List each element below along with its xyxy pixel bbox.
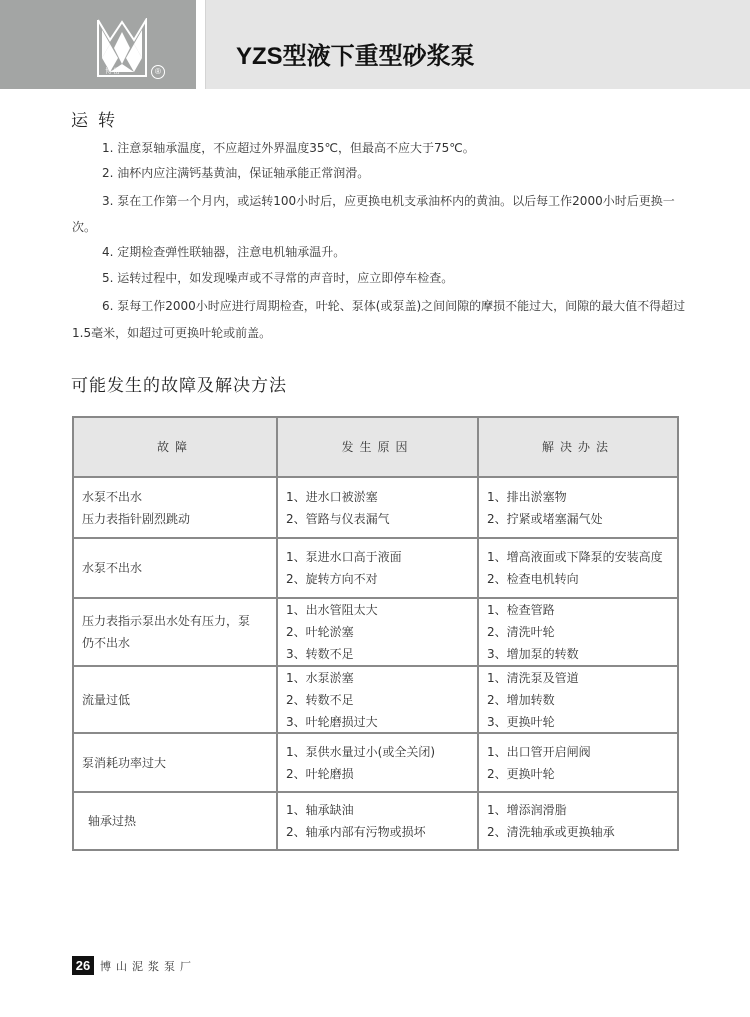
solution-cell [477,599,677,665]
troubleshooting-section-title: 可能发生的故障及解决方法 [71,376,287,396]
operation-item-1: 1. 注意泵轴承温度，不应超过外界温度35℃，但最高不应大于75℃。 [102,141,475,155]
solution-line: 3、更换叶轮 [487,714,555,729]
solution-line: 2、更换叶轮 [487,766,555,781]
cause-cell [276,667,477,732]
fault-cell [74,599,276,665]
fault-line: 流量过低 [82,692,131,707]
table-row [74,597,677,665]
fault-line: 仍不出水 [82,636,131,650]
header-solution: 解决办法 [477,418,677,476]
table-row [74,665,677,732]
company-name: 博山泥浆泵厂 [100,959,196,973]
solution-line: 1、增添润滑脂 [487,803,567,817]
fault-cell [74,539,276,597]
operation-item-2: 2. 油杯内应注满钙基黄油，保证轴承能正常润滑。 [102,166,370,180]
table-header-row [74,418,677,476]
table-row [74,791,677,849]
cause-line: 1、轴承缺油 [286,803,354,817]
cause-cell [276,539,477,597]
cause-line: 3、转数不足 [286,647,354,661]
solution-line: 2、增加转数 [487,692,555,707]
troubleshooting-table [72,416,679,851]
cause-line: 2、转数不足 [286,692,354,707]
header-cause: 发生原因 [276,418,477,476]
solution-line: 1、排出淤塞物 [487,489,567,504]
fault-cell [74,734,276,791]
fault-line: 水泵不出水 [82,489,143,504]
fault-cell [74,793,276,849]
cause-cell [276,734,477,791]
cause-cell [276,793,477,849]
solution-line: 1、增高液面或下降泵的安装高度 [487,550,663,564]
solution-cell [477,793,677,849]
fault-line: 压力表指针剧烈跳动 [82,511,191,526]
fault-cell [74,667,276,732]
operation-item-6: 6. 泵每工作2000小时应进行周期检查，叶轮、泵体(或泵盖)之间间隙的摩损不能过大，间隙的最大值不得超过1.5毫米，如超过可更换叶轮或前盖。 [72,299,686,340]
cause-line: 1、泵供水量过小(或全关闭) [286,744,435,759]
cause-line: 2、叶轮磨损 [286,766,354,781]
logo-text: 博岳 [105,67,121,75]
table-row [74,476,677,537]
operation-item-4: 4. 定期检查弹性联轴器，注意电机轴承温升。 [102,245,346,259]
operation-item-3: 3. 泵在工作第一个月内，或运转100小时后，应更换电机支承油杯内的黄油。以后每工作2000小时后更换一次。 [72,194,675,234]
cause-line: 2、叶轮淤塞 [286,625,354,639]
cause-cell [276,599,477,665]
solution-line: 2、拧紧或堵塞漏气处 [487,511,603,526]
operation-section-title: 运转 [71,111,125,131]
fault-line: 轴承过热 [88,814,137,828]
solution-line: 3、增加泵的转数 [487,647,579,661]
solution-cell [477,539,677,597]
solution-line: 1、检查管路 [487,603,555,617]
fault-cell [74,478,276,537]
solution-line: 1、清洗泵及管道 [487,670,579,685]
fault-line: 水泵不出水 [82,561,143,575]
cause-cell [276,478,477,537]
cause-line: 1、水泵淤塞 [286,670,354,685]
cause-line: 2、旋转方向不对 [286,572,378,586]
page-title: YZS型液下重型砂浆泵 [236,43,475,70]
operation-item-5: 5. 运转过程中，如发现噪声或不寻常的声音时，应立即停车检查。 [102,271,454,285]
table-row [74,537,677,597]
registered-mark: ® [151,65,165,79]
page-number: 26 [72,956,94,975]
header-logo-panel [0,0,196,89]
solution-cell [477,667,677,732]
solution-cell [477,478,677,537]
cause-line: 1、泵进水口高于液面 [286,550,402,564]
cause-line: 2、管路与仪表漏气 [286,511,390,526]
solution-cell [477,734,677,791]
solution-line: 2、检查电机转向 [487,572,579,586]
page-footer [72,956,196,975]
fault-line: 压力表指示泵出水处有压力，泵 [82,614,251,628]
header-fault: 故障 [156,440,193,454]
solution-line: 2、清洗轴承或更换轴承 [487,825,615,839]
crown-logo-icon [96,18,148,80]
header-title-panel [205,0,750,89]
fault-line: 泵消耗功率过大 [82,755,167,770]
solution-line: 2、清洗叶轮 [487,625,555,639]
cause-line: 2、轴承内部有污物或损坏 [286,825,426,839]
table-row [74,732,677,791]
cause-line: 1、进水口被淤塞 [286,489,378,504]
solution-line: 1、出口管开启闸阀 [487,744,591,759]
cause-line: 1、出水管阻太大 [286,603,378,617]
cause-line: 3、叶轮磨损过大 [286,714,378,729]
